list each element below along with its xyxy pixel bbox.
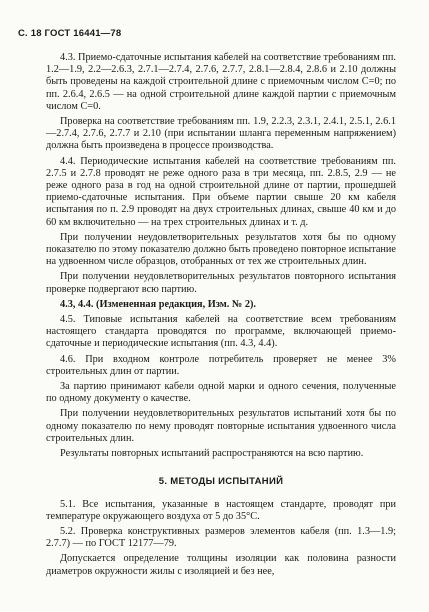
paragraph-whole-batch: При получении неудовлетворительных результатов повторного испытания проверке подвергают всю партию. (46, 271, 396, 295)
paragraph-4-4: 4.4. Периодические испытания кабелей на соответствие требованиям пп. 2.7.5 и 2.7.8 проводят не реже одного раза в три месяца, пп. 2.8.5, 2.9 — не реже одного раза в год на одной строительной длине от партии, прошедшей приемо-сдаточные испытания. При объеме партии свыше 20 км кабеля испытания по п. 2.9 проводят на двух строительных длинах, свыше 40 км и до 60 км включительно — на трех строительных длинах и т. д. (46, 155, 396, 228)
paragraph-4-3: 4.3. Приемо-сдаточные испытания кабелей на соответствие требованиям пп. 1.2—1.9, 2.2—2.6.3, 2.7.1—2.7.4, 2.7.6, 2.7.7, 2.8.1—2.8.4, 2.8.6 и 2.10 должны быть проведены на каждой строительной длине с приемочным числом C=0; по пп. 2.6.4, 2.6.5 — на одной строительной длине каждой партии с приемочным числом C=0. (46, 52, 396, 112)
paragraph-batch-definition: За партию принимают кабели одной марки и одного сечения, полученные по одному документу о качестве. (46, 381, 396, 405)
paragraph-repeat-test: При получении неудовлетворительных результатов хотя бы по одному показателю по этому показателю должно быть проведено повторное испытание на удвоенном числе образцов, отобранных от тех же строительных длин. (46, 231, 396, 268)
paragraph-5-2: 5.2. Проверка конструктивных размеров элементов кабеля (пп. 1.3—1.9; 2.7.7) — по ГОСТ 12177—79. (46, 525, 396, 550)
paragraph-amendment: 4.3, 4.4. (Измененная редакция, Изм. № 2). (60, 298, 256, 310)
section-title: 5. МЕТОДЫ ИСПЫТАНИЙ (158, 476, 284, 488)
paragraph-unsatisfactory: При получении неудовлетворительных результатов испытаний хотя бы по одному показателю по нему проводят повторные испытания удвоенного числа строительных длин. (46, 408, 396, 444)
paragraph-insulation: Допускается определение толщины изоляции как половина разности диаметров окружности жилы с изоляцией и без нее, (46, 553, 396, 577)
paragraph-check: Проверка на соответствие требованиям пп. 1.9, 2.2.3, 2.3.1, 2.4.1, 2.5.1, 2.6.1—2.7.4, 2.7.6, 2.7.7 и 2.10 (при испытании шланга переменным напряжением) должна быть произведена в процессе производства. (46, 116, 396, 152)
paragraph-4-6: 4.6. При входном контроле потребитель проверяет не менее 3% строительных длин от партии. (46, 353, 396, 377)
paragraph-5-1: 5.1. Все испытания, указанные в настоящем стандарте, проводят при температуре окружающего воздуха от 5 до 35°С. (46, 498, 396, 522)
paragraph-repeat-results: Результаты повторных испытаний распространяются на всю партию. (60, 448, 364, 460)
page-header: С. 18 ГОСТ 16441—78 (18, 28, 122, 39)
document-body (46, 52, 396, 581)
paragraph-4-5: 4.5. Типовые испытания кабелей на соответствие всем требованиям настоящего стандарта проводятся по программе, включающей приемо-сдаточные и периодические испытания (пп. 4.3, 4.4). (46, 314, 396, 350)
